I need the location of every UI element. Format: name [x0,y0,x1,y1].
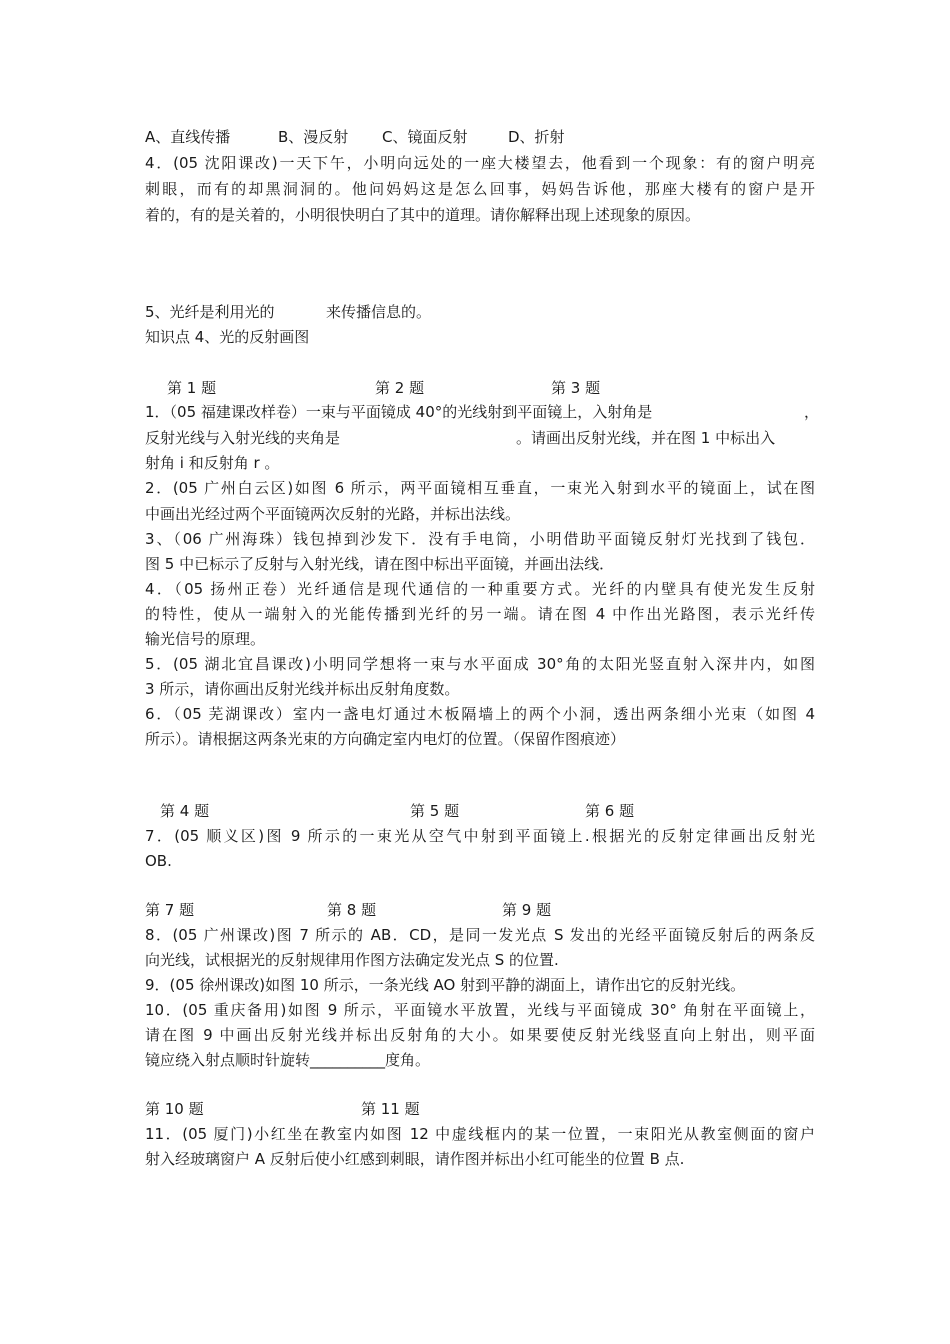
question-line: OB. [145,852,172,870]
question-line: 镜应绕入射点顺时针旋转__________度角。 [145,1051,431,1069]
figure-label: 第 9 题 [502,901,552,919]
figure-label: 第 6 题 [585,802,635,820]
figure-label: 第 10 题 [145,1100,204,1118]
q5-text-after: 来传播信息的。 [326,303,432,321]
question-line: 4．（05 扬州正卷）光纤通信是现代通信的一种重要方式。光纤的内壁具有使光发生反射 [145,580,815,598]
option-c: C、镜面反射 [382,128,468,146]
question-line: 着的，有的是关着的，小明很快明白了其中的道理。请你解释出现上述现象的原因。 [145,206,701,224]
q1-line-1: 1．（05 福建课改样卷）一束与平面镜成 40°的光线射到平面镜上，入射角是 [145,403,653,421]
question-line: 3、（06 广州海珠）钱包掉到沙发下．没有手电筒，小明借助平面镜反射灯光找到了钱包． [145,530,815,548]
question-line: 的特性，使从一端射入的光能传播到光纤的另一端。请在图 4 中作出光路图，表示光纤传 [145,605,815,623]
figure-label: 第 7 题 [145,901,195,919]
figure-label: 第 2 题 [375,379,425,397]
question-line: 输光信号的原理。 [145,630,266,648]
figure-label: 第 8 题 [327,901,377,919]
figure-label: 第 3 题 [551,379,601,397]
question-line: 6．（05 芜湖课改）室内一盏电灯通过木板隔墙上的两个小洞，透出两条细小光束（如图 4 [145,705,815,723]
question-line: 2．(05 广州白云区)如图 6 所示，两平面镜相互垂直，一束光入射到水平的镜面上，试在图 [145,479,815,497]
q1-line-1-end: ， [804,403,820,421]
question-line: 8．(05 广州课改)图 7 所示的 AB．CD，是同一发光点 S 发出的光经平面镜反射后的两条反 [145,926,815,944]
question-line: 4．(05 沈阳课改)一天下午，小明向远处的一座大楼望去，他看到一个现象：有的窗户明亮 [145,154,815,172]
figure-label: 第 11 题 [361,1100,420,1118]
option-a: A、直线传播 [145,128,231,146]
question-line: 5．(05 湖北宜昌课改)小明同学想将一束与水平面成 30°角的太阳光竖直射入深井内，如图 [145,655,815,673]
figure-label: 第 5 题 [410,802,460,820]
q5-text-before: 5、光纤是利用光的 [145,303,275,321]
figure-label: 第 1 题 [167,379,217,397]
question-line: 9．(05 徐州课改)如图 10 所示，一条光线 AO 射到平静的湖面上，请作出它的反射光线。 [145,976,746,994]
q1-line-3: 射角 i 和反射角 r 。 [145,454,280,472]
question-line: 3 所示，请你画出反射光线并标出反射角度数。 [145,680,460,698]
section-title: 知识点 4、光的反射画图 [145,328,310,346]
figure-label: 第 4 题 [160,802,210,820]
question-line: 11．(05 厦门)小红坐在教室内如图 12 中虚线框内的某一位置，一束阳光从教室侧面的窗户 [145,1125,815,1143]
option-d: D、折射 [508,128,565,146]
question-line: 刺眼，而有的却黑洞洞的。他问妈妈这是怎么回事，妈妈告诉他，那座大楼有的窗户是开 [145,180,815,198]
question-line: 10．(05 重庆备用)如图 9 所示，平面镜水平放置，光线与平面镜成 30° 角射在平面镜上， [145,1001,815,1019]
question-line: 中画出光经过两个平面镜两次反射的光路，并标出法线。 [145,505,521,523]
question-line: 向光线，试根据光的反射规律用作图方法确定发光点 S 的位置. [145,951,559,969]
question-line: 所示）。请根据这两条光束的方向确定室内电灯的位置。（保留作图痕迹） [145,730,626,748]
q1-line-2: 反射光线与入射光线的夹角是 [145,429,341,447]
question-line: 射入经玻璃窗户 A 反射后使小红感到刺眼，请作图并标出小红可能坐的位置 B 点. [145,1150,685,1168]
question-line: 7．(05 顺义区)图 9 所示的一束光从空气中射到平面镜上.根据光的反射定律画出反射光 [145,827,815,845]
q1-line-2-end: 。请画出反射光线，并在图 1 中标出入 [516,429,776,447]
question-line: 图 5 中已标示了反射与入射光线，请在图中标出平面镜，并画出法线． [145,555,615,573]
option-b: B、漫反射 [278,128,349,146]
question-line: 请在图 9 中画出反射光线并标出反射角的大小。如果要使反射光线竖直向上射出，则平面 [145,1026,815,1044]
